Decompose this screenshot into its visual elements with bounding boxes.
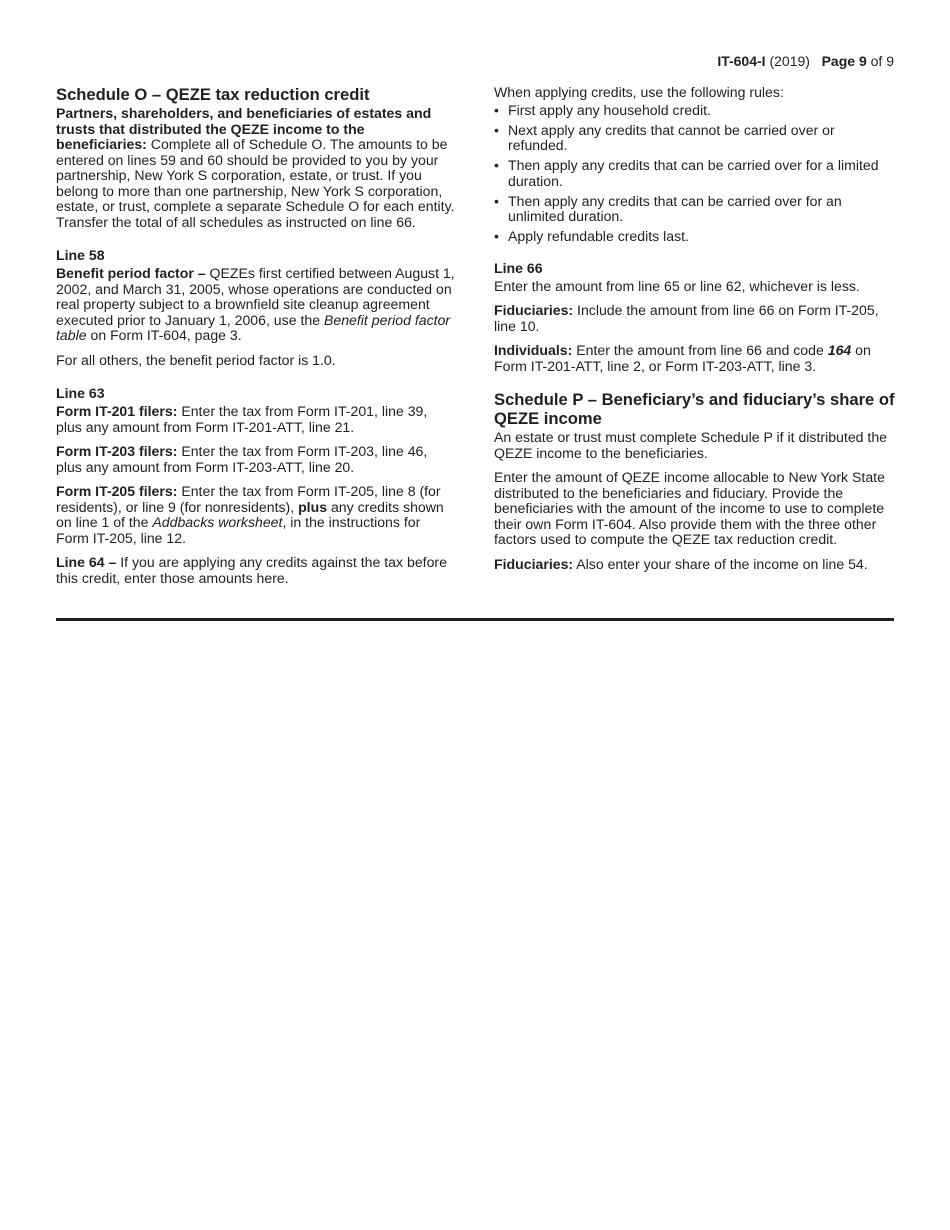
it205-text-c: , in the instructions for Form IT-205, line 12. [56, 514, 421, 546]
section-divider [56, 618, 894, 621]
it205-lead: Form IT-205 filers: [56, 483, 178, 499]
schedule-p-para2: Enter the amount of QEZE income allocable to New York State distributed to the beneficiaries and fiduciary. Provide the beneficiaries with the amount of the income to use to complete their own Form IT-604. Also provide them with the three other factors used to compute the QEZE tax reduction credit. [494, 469, 885, 547]
line-58-lead: Benefit period factor – [56, 265, 206, 281]
rule-text: Then apply any credits that can be carried over for a limited duration. [508, 157, 879, 189]
right-column [494, 85, 896, 581]
page-header [717, 53, 894, 70]
credit-code: 164 [827, 342, 852, 358]
line-63-it205 [56, 484, 456, 546]
spacer [56, 377, 456, 385]
spacer [56, 239, 456, 247]
it201-lead: Form IT-201 filers: [56, 403, 178, 419]
line-64 [56, 555, 456, 586]
bullet: • [494, 192, 499, 209]
page-word: Page [821, 53, 856, 69]
line-58-heading: Line 58 [56, 247, 105, 263]
list-item [494, 123, 896, 154]
addbacks-worksheet-ref: Addbacks worksheet [152, 514, 283, 530]
fiduciaries-text: Include the amount from line 66 on Form IT-205, line 10. [494, 302, 879, 334]
line-58-others: For all others, the benefit period factor is 1.0. [56, 351, 336, 368]
benefit-period-factor-table-ref: Benefit period factor table [56, 311, 451, 343]
page-number: 9 [858, 53, 867, 69]
bullet: • [494, 121, 499, 138]
it205-text-b: any credits shown on line 1 of the [56, 498, 444, 530]
form-year: (2019) [769, 53, 810, 69]
spacer [494, 383, 896, 390]
rule-text: Apply refundable credits last. [508, 228, 689, 244]
left-column [56, 85, 456, 595]
it203-text: Enter the tax from Form IT-203, line 46, plus any amount from Form IT-203-ATT, line 20. [56, 443, 428, 475]
list-item [494, 158, 896, 189]
schedule-p-fiduciaries-text: Also enter your share of the income on line 54. [573, 555, 868, 572]
schedule-o-intro-lead: Partners, shareholders, and beneficiaries of estates and trusts that distributed the QEZE income to the beneficiaries: [56, 105, 432, 152]
line-63-heading: Line 63 [56, 385, 105, 401]
schedule-p-fiduciaries [494, 557, 896, 573]
rule-text: First apply any household credit. [508, 101, 711, 118]
page-of: of 9 [870, 53, 894, 69]
rule-text: Then apply any credits that can be carried over for an unlimited duration. [508, 192, 842, 224]
schedule-p-para1: An estate or trust must complete Schedule P if it distributed the QEZE income to the beneficiaries. [494, 429, 888, 461]
it205-plus: plus [298, 498, 328, 515]
line-63-it203 [56, 444, 456, 475]
it205-text-a: Enter the tax from Form IT-205, line 8 (for residents), or line 9 (for nonresidents), [56, 483, 441, 515]
line-58-text-b: on Form IT-604, page 3. [86, 327, 242, 343]
rule-text: Next apply any credits that cannot be carried over or refunded. [508, 121, 835, 153]
list-item [494, 194, 896, 225]
line-64-text: If you are applying any credits against the tax before this credit, enter those amounts here. [56, 554, 447, 586]
list-item [494, 103, 896, 119]
credits-rules-intro: When applying credits, use the following rules: [494, 84, 784, 100]
line-58-benefit-factor [56, 266, 456, 344]
line-64-lead: Line 64 – [56, 554, 117, 570]
it201-text: Enter the tax from Form IT-201, line 39, plus any amount from Form IT-201-ATT, line 21. [56, 403, 428, 435]
line-63-it201 [56, 404, 456, 435]
individuals-lead: Individuals: [494, 342, 573, 358]
individuals-text-a: Enter the amount from line 66 and code [572, 342, 828, 358]
it203-lead: Form IT-203 filers: [56, 443, 178, 459]
line-66-text: Enter the amount from line 65 or line 62, whichever is less. [494, 277, 860, 294]
form-id: IT-604-I [717, 53, 766, 69]
line-66-heading: Line 66 [494, 259, 543, 276]
schedule-o-title: Schedule O – QEZE tax reduction credit [56, 85, 370, 104]
schedule-o-intro [56, 106, 456, 230]
line-58-text-a: QEZEs first certified between August 1, 2002, and March 31, 2005, whose operations are conducted on real property subject to a brownfield site cleanup agreement executed prior to January 1, 2006, use the [56, 265, 455, 328]
credits-rules-list [494, 103, 896, 245]
bullet: • [494, 101, 499, 118]
fiduciaries-lead: Fiduciaries: [494, 302, 574, 318]
bullet: • [494, 157, 499, 173]
list-item [494, 229, 896, 245]
schedule-o-intro-text: Complete all of Schedule O. The amounts to be entered on lines 59 and 60 should be provided to you by your partnership, New York S corporation, estate, or trust. If you belong to more than one partnership, New York S corporation, estate, or trust, complete a separate Schedule O for each entity. Transfer the total of all schedules as instructed on line 66. [56, 136, 455, 230]
line-66-fiduciaries [494, 303, 896, 334]
schedule-p-title: Schedule P – Beneficiary’s and fiduciary’s share of QEZE income [494, 390, 895, 428]
line-66-individuals [494, 343, 896, 374]
schedule-p-fiduciaries-lead: Fiduciaries: [494, 555, 574, 572]
individuals-text-b: on Form IT-201-ATT, line 2, or Form IT-203-ATT, line 3. [494, 342, 871, 374]
bullet: • [494, 228, 499, 244]
